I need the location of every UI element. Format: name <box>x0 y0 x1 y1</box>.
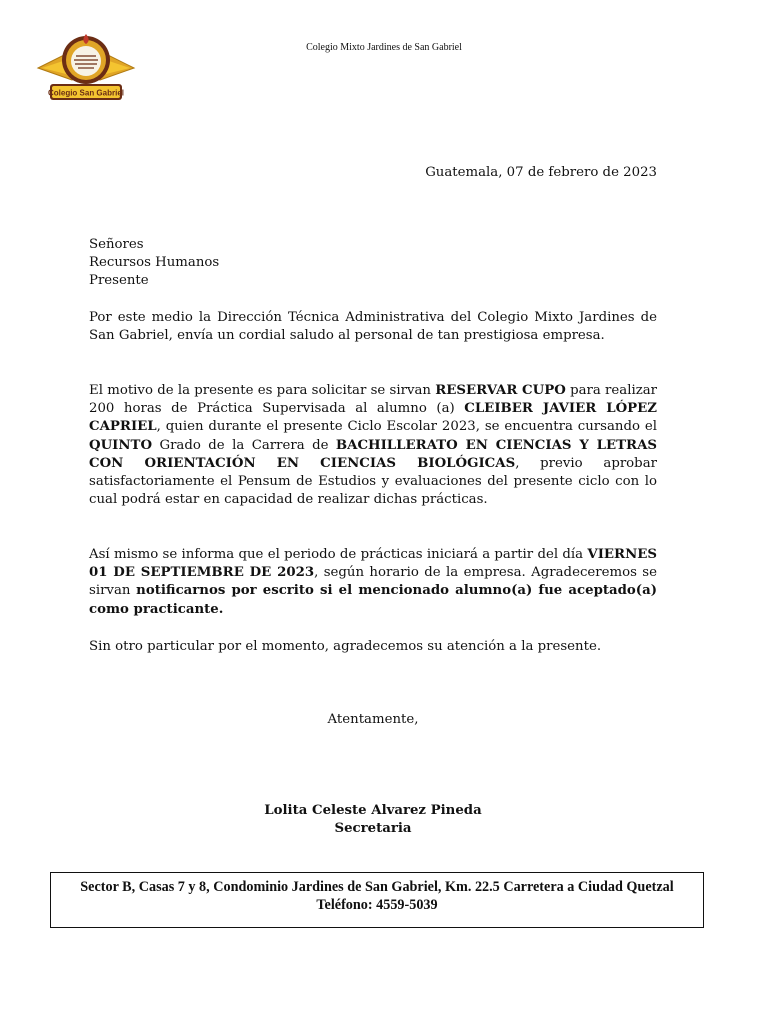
highlight-reserve: RESERVAR CUPO <box>435 383 566 398</box>
recipient-line: Recursos Humanos <box>89 255 220 271</box>
paragraph-text: para realizar 200 horas de Práctica Supervisada al alumno (a) <box>89 383 657 417</box>
logo-ribbon-text: Colegio San Gabriel <box>47 88 125 98</box>
paragraph-text: , quien durante el presente Ciclo Escolar 2023, se encuentra cursando el <box>156 419 657 435</box>
footer-address: Sector B, Casas 7 y 8, Condominio Jardines de San Gabriel, Km. 22.5 Carretera a Ciudad Quetzal <box>80 879 674 895</box>
signature-block <box>0 802 746 838</box>
signer-name: Lolita Celeste Alvarez Pineda <box>264 803 482 818</box>
letter-date: Guatemala, 07 de febrero de 2023 <box>425 165 657 180</box>
paragraph-schedule <box>89 546 657 619</box>
paragraph-text: , según horario de la empresa. Agradeceremos se sirvan <box>89 565 657 599</box>
paragraph-greeting: Por este medio la Dirección Técnica Administrativa del Colegio Mixto Jardines de San Gabriel, envía un cordial saludo al personal de tan prestigiosa empresa. <box>89 310 657 344</box>
paragraph-closing: Sin otro particular por el momento, agradecemos su atención a la presente. <box>89 639 602 654</box>
notification-request: notificarnos por escrito si el mencionado alumno(a) fue aceptado(a) como practicante. <box>89 583 657 617</box>
paragraph-text: El motivo de la presente es para solicitar se sirvan <box>89 383 436 398</box>
footer-phone: Teléfono: 4559-5039 <box>316 897 438 913</box>
paragraph-text: Grado de la Carrera de <box>152 437 336 453</box>
closing-salutation: Atentamente, <box>327 712 419 727</box>
paragraph-request <box>89 382 657 509</box>
start-date: VIERNES 01 DE SEPTIEMBRE DE 2023 <box>89 547 657 581</box>
recipient-line: Presente <box>89 273 149 289</box>
institution-name: Colegio Mixto Jardines de San Gabriel <box>306 42 462 53</box>
recipient-block <box>89 236 219 291</box>
career-name: BACHILLERATO EN CIENCIAS Y LETRAS CON ORIENTACIÓN EN CIENCIAS BIOLÓGICAS <box>89 437 657 471</box>
signer-title: Secretaria <box>334 821 412 837</box>
grade: QUINTO <box>89 437 153 453</box>
recipient-line: Señores <box>89 237 144 252</box>
footer-address-box <box>50 872 704 928</box>
student-name: CLEIBER JAVIER LÓPEZ CAPRIEL <box>89 401 657 435</box>
paragraph-text: Así mismo se informa que el periodo de prácticas iniciará a partir del día <box>89 547 588 562</box>
paragraph-text: , previo aprobar satisfactoriamente el Pensum de Estudios y evaluaciones del presente ciclo con lo cual podrá estar en capacidad de realizar dichas prácticas. <box>89 455 657 508</box>
